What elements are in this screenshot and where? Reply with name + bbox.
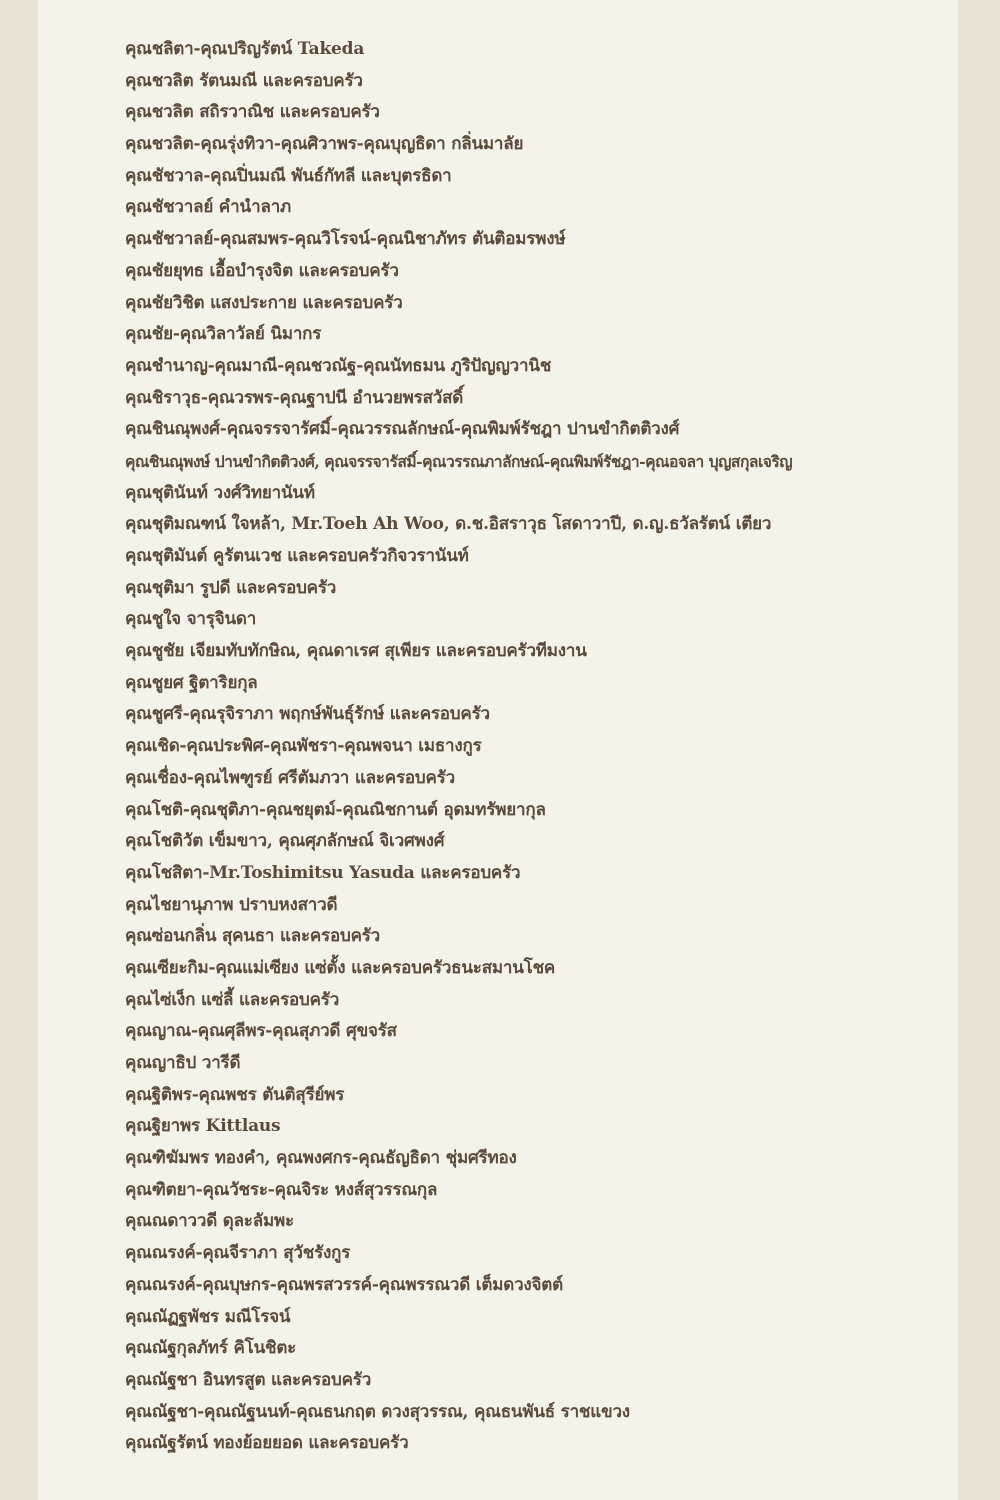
- list-item: คุณชินณุพงษ์ ปานขำกิตติวงศ์, คุณจรรจารัสมิ์-คุณวรรณภาลักษณ์-คุณพิมพ์รัชฎา-คุณอจลา บุญสกุลเจริญ: [125, 451, 793, 471]
- list-item: คุณโชติ-คุณชุติภา-คุณชยุตม์-คุณณิชกานต์ อุดมทรัพยากุล: [125, 799, 546, 820]
- donor-name-list: [125, 34, 955, 1460]
- list-item: คุณชุติมณฑน์ ใจหล้า, Mr.Toeh Ah Woo, ด.ช.อิสราวุธ โสดาวาปี, ด.ญ.ธวัลรัตน์ เตียว: [125, 514, 772, 535]
- list-item: คุณชวลิต-คุณรุ่งทิวา-คุณศิวาพร-คุณบุญธิดา กลิ่นมาลัย: [125, 134, 524, 155]
- list-item: คุณชวลิต สถิรวาณิช และครอบครัว: [125, 102, 380, 123]
- list-item: คุณฐิติพร-คุณพชร ตันติสุรีย์พร: [125, 1084, 345, 1105]
- list-item: คุณชวลิต รัตนมณี และครอบครัว: [125, 70, 363, 91]
- list-item: คุณณดาววดี ดุละลัมพะ: [125, 1211, 294, 1232]
- list-item: คุณชัชวาล-คุณปิ่นมณี พันธ์กัทลี และบุตรธิดา: [125, 165, 452, 186]
- list-item: คุณชัยยุทธ เอื้อบำรุงจิต และครอบครัว: [125, 260, 399, 281]
- list-item: คุณณัฐชา อินทรสูต และครอบครัว: [125, 1369, 372, 1390]
- list-item: คุณชำนาญ-คุณมาณี-คุณชวณัฐ-คุณนัทธมน ภูริปัญญวานิช: [125, 355, 552, 376]
- list-item: คุณฑิฆัมพร ทองคำ, คุณพงศกร-คุณธัญธิดา ชุ่มศรีทอง: [125, 1148, 517, 1169]
- list-item: คุณฐิยาพร Kittlaus: [125, 1116, 281, 1137]
- list-item: คุณชุติมันต์ คูรัตนเวช และครอบครัวกิจวรานันท์: [125, 546, 469, 566]
- list-item: คุณชุตินันท์ วงศ์วิทยานันท์: [125, 482, 315, 503]
- list-item: คุณชุติมา รูปดี และครอบครัว: [125, 577, 337, 598]
- list-item: คุณชูศรี-คุณรุจิราภา พฤกษ์พันธุ์รักษ์ และครอบครัว: [125, 704, 490, 725]
- list-item: คุณชินณุพงศ์-คุณจรรจารัศมิ์-คุณวรรณลักษณ์-คุณพิมพ์รัชฎา ปานขำกิตติวงศ์: [125, 419, 680, 440]
- list-item: คุณโชติวัต เข็มขาว, คุณศุภลักษณ์ จิเวศพงศ์: [125, 831, 445, 852]
- list-item: คุณณรงค์-คุณบุษกร-คุณพรสวรรค์-คุณพรรณวดี เต็มดวงจิตต์: [125, 1274, 563, 1295]
- list-item: คุณโชสิตา-Mr.Toshimitsu Yasuda และครอบครัว: [125, 862, 521, 883]
- list-item: คุณญาณ-คุณศุลีพร-คุณสุภวดี ศุขจรัส: [125, 1021, 397, 1042]
- list-item: คุณซ่อนกลิ่น สุคนธา และครอบครัว: [125, 926, 381, 947]
- list-item: คุณฑิตยา-คุณวัชระ-คุณจิระ หงส์สุวรรณกุล: [125, 1179, 438, 1200]
- list-item: คุณณรงค์-คุณจีราภา สุวัชรังกูร: [125, 1243, 351, 1264]
- list-item: คุณชูชัย เจียมทับทักษิณ, คุณดาเรศ สุเพียร และครอบครัวทีมงาน: [125, 641, 587, 662]
- list-item: คุณชัชวาลย์-คุณสมพร-คุณวิโรจน์-คุณนิชาภัทร ตันติอมรพงษ์: [125, 229, 566, 250]
- list-item: คุณเชื่อง-คุณไพฑูรย์ ศรีตัมภวา และครอบครัว: [125, 767, 455, 788]
- document-page: [38, 0, 958, 1500]
- list-item: คุณณัฐชา-คุณณัฐนนท์-คุณธนกฤต ดวงสุวรรณ, คุณธนพันธ์ ราชแขวง: [125, 1401, 630, 1422]
- list-item: คุณญาธิป วารีดี: [125, 1053, 241, 1073]
- list-item: คุณชัย-คุณวิลาวัลย์ นิมากร: [125, 324, 322, 345]
- list-item: คุณเชิด-คุณประพิศ-คุณพัชรา-คุณพจนา เมธางกูร: [125, 736, 482, 757]
- list-item: คุณไชยานุภาพ ปราบหงสาวดี: [125, 894, 338, 915]
- list-item: คุณชิราวุธ-คุณวรพร-คุณฐาปนี อำนวยพรสวัสดิ์: [125, 387, 464, 408]
- list-item: คุณณัฏฐพัชร มณีโรจน์: [125, 1306, 291, 1327]
- list-item: คุณชลิตา-คุณปริญรัตน์ Takeda: [125, 39, 365, 59]
- list-item: คุณเซียะกิม-คุณแม่เซียง แซ่ตั้ง และครอบครัวธนะสมานโชค: [125, 957, 556, 978]
- list-item: คุณชูยศ ฐิตาริยกุล: [125, 672, 258, 693]
- list-item: คุณณัฐรัตน์ ทองย้อยยอด และครอบครัว: [125, 1433, 409, 1454]
- list-item: คุณณัฐกุลภัทร์ คิโนชิตะ: [125, 1338, 297, 1359]
- list-item: คุณชัยวิชิต แสงประกาย และครอบครัว: [125, 292, 403, 313]
- list-item: คุณไซ่เง็ก แซ่ลี้ และครอบครัว: [125, 989, 340, 1010]
- list-item: คุณชูใจ จารุจินดา: [125, 609, 257, 630]
- list-item: คุณชัชวาลย์ คำนำลาภ: [125, 197, 292, 218]
